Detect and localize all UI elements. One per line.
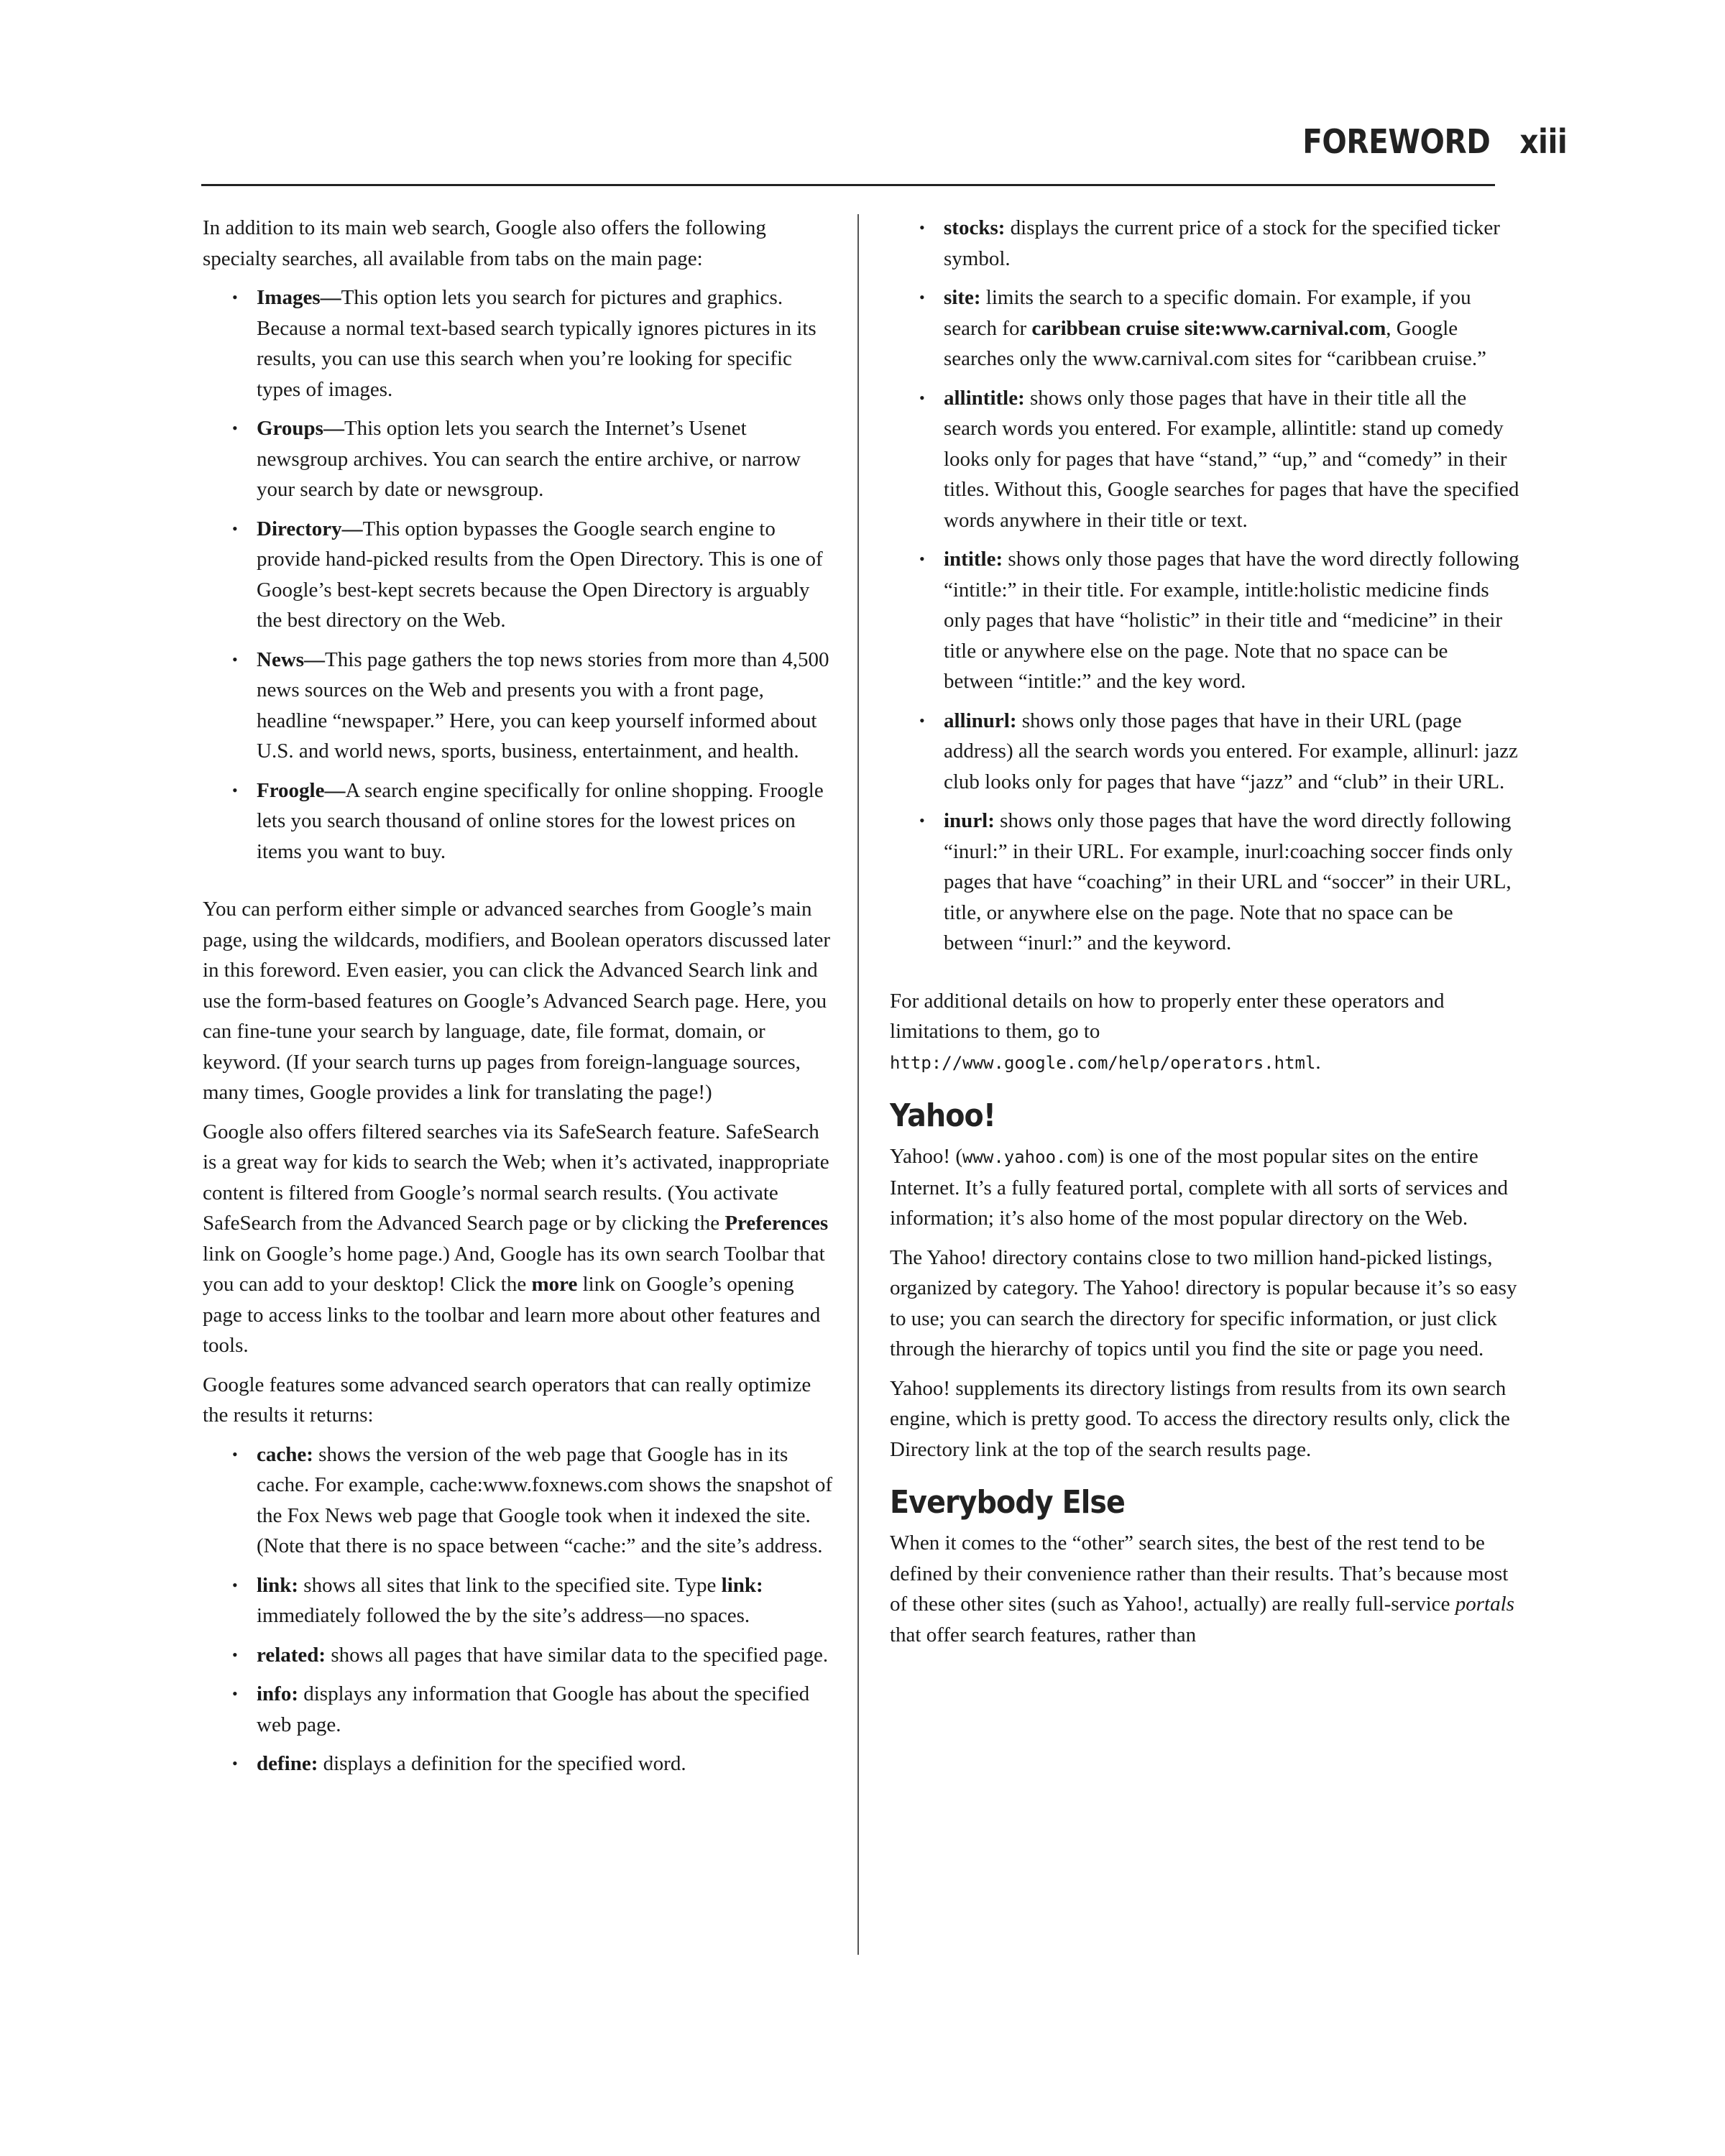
list-item-images: [257, 282, 835, 405]
list-item-froogle: [257, 775, 835, 867]
term-link: link:: [257, 1573, 299, 1597]
yahoo-heading: Yahoo!: [890, 1097, 996, 1134]
desc-related: shows all pages that have similar data to the specified page.: [326, 1643, 829, 1667]
desc-link-2: immediately followed the by the site’s address—no spaces.: [257, 1604, 750, 1627]
intro-paragraph: In addition to its main web search, Google also offers the following specialty searches, all available from tabs on the main page:: [203, 216, 766, 270]
safesearch-text-2: link on Google’s home page.) And, Google has its own search Toolbar that you can add to your desktop! Click the: [203, 1242, 825, 1296]
list-item-stocks: [944, 213, 1522, 274]
desc-groups: This option lets you search the Internet’s Usenet newsgroup archives. You can search the entire archive, or narrow your search by date or newsgroup.: [257, 417, 801, 501]
yahoo-p1-text-2: ) is one of the most popular sites on the entire Internet. It’s a fully featured portal, complete with all sorts of services and information; it’s also home of the most popular directory on the Web.: [890, 1145, 1509, 1230]
running-head: [201, 122, 1567, 188]
desc-define: displays a definition for the specified word.: [318, 1752, 686, 1775]
list-item-news: [257, 645, 835, 767]
portals-term: portals: [1455, 1593, 1514, 1616]
list-item-intitle: [944, 544, 1522, 697]
operators-url: http://www.google.com/help/operators.html: [890, 1052, 1316, 1073]
term-allintitle: allintitle:: [944, 386, 1025, 410]
list-item-allinurl: [944, 706, 1522, 798]
site-example: caribbean cruise site:www.carnival.com: [1031, 316, 1386, 340]
running-head-title: [1302, 122, 1567, 161]
term-stocks: stocks:: [944, 216, 1006, 239]
term-info: info:: [257, 1682, 298, 1705]
desc-images: This option lets you search for pictures and graphics. Because a normal text-based search typically ignores pictures in its results, you can use this search when you’re looking for specific types of images.: [257, 286, 816, 401]
specialty-search-list: [203, 282, 835, 867]
yahoo-url: www.yahoo.com: [962, 1147, 1098, 1167]
term-groups: Groups—: [257, 417, 344, 440]
desc-intitle: shows only those pages that have the word directly following “intitle:” in their title. For example, intitle:holistic medicine finds only pages that have “holistic” in their title and “medicine” in their title or anywhere else on the page. Note that no space can be between “intitle:” and the key word.: [944, 548, 1519, 693]
term-directory: Directory—: [257, 517, 363, 540]
right-column: [890, 213, 1522, 1659]
additional-end: .: [1315, 1050, 1321, 1074]
term-images: Images—: [257, 286, 341, 309]
else-text-1: When it comes to the “other” search sites, the best of the rest tend to be defined by their convenience rather than their results. That’s because most of these other sites (such as Yahoo!, actually) are really full-service: [890, 1531, 1509, 1616]
operators-intro-paragraph: Google features some advanced search operators that can really optimize the results it returns:: [203, 1373, 811, 1427]
desc-directory: This option bypasses the Google search engine to provide hand-picked results from the Open Directory. This is one of Google’s best-kept secrets because the Open Directory is arguably the best directory on the Web.: [257, 517, 823, 632]
yahoo-paragraph-1: [890, 1141, 1522, 1234]
page-number: xiii: [1519, 122, 1567, 161]
term-link-inline: link:: [721, 1573, 763, 1597]
desc-allintitle: shows only those pages that have in their title all the search words you entered. For example, allintitle: stand up comedy looks only for pages that have “stand,” “up,” and “comedy” in their titles. Without this, Google searches for pages that have the specified words anywhere in their title or text.: [944, 386, 1519, 532]
list-item-groups: [257, 413, 835, 505]
term-cache: cache:: [257, 1442, 313, 1466]
desc-site-2: , Google searches only the www.carnival.com sites for “caribbean cruise.”: [944, 316, 1487, 370]
desc-allinurl: shows only those pages that have in their URL (page address) all the search words you entered. For example, allinurl: jazz club looks only for pages that have “jazz” and “club” in their URL.: [944, 709, 1518, 793]
column-divider: [857, 214, 859, 1955]
list-item-cache: [257, 1439, 835, 1562]
term-froogle: Froogle—: [257, 778, 346, 802]
term-news: News—: [257, 648, 326, 671]
else-text-2: that offer search features, rather than: [890, 1623, 1197, 1646]
desc-news: This page gathers the top news stories from more than 4,500 news sources on the Web and presents you with a front page, headline “newspaper.” Here, you can keep yourself informed about U.S. and world news, sports, business, entertainment, and health.: [257, 648, 829, 763]
desc-info: displays any information that Google has about the specified web page.: [257, 1682, 810, 1736]
desc-froogle: A search engine specifically for online shopping. Froogle lets you search thousand of online stores for the lowest prices on items you want to buy.: [257, 778, 824, 863]
operator-list-left: [203, 1439, 835, 1779]
term-inurl: inurl:: [944, 809, 995, 832]
section-title: FOREWORD: [1302, 122, 1491, 161]
additional-text: For additional details on how to properly enter these operators and limitations to them, go to: [890, 989, 1445, 1043]
list-item-link: [257, 1570, 835, 1631]
list-item-related: [257, 1640, 835, 1671]
list-item-info: [257, 1679, 835, 1740]
left-column: [203, 213, 835, 1788]
preferences-term: Preferences: [724, 1212, 829, 1235]
term-allinurl: allinurl:: [944, 709, 1017, 732]
safesearch-paragraph: [203, 1117, 835, 1361]
list-item-allintitle: [944, 383, 1522, 536]
desc-link-1: shows all sites that link to the specified site. Type: [298, 1573, 722, 1597]
term-intitle: intitle:: [944, 548, 1003, 571]
list-item-define: [257, 1749, 835, 1779]
desc-stocks: displays the current price of a stock for the specified ticker symbol.: [944, 216, 1500, 270]
term-define: define:: [257, 1752, 318, 1775]
yahoo-paragraph-2: The Yahoo! directory contains close to two million hand-picked listings, organized by category. The Yahoo! directory is popular because it’s so easy to use; you can search the directory for specific information, or just click through the hierarchy of topics until you find the site or page you need.: [890, 1245, 1517, 1360]
more-term: more: [531, 1273, 578, 1296]
safesearch-text-1: Google also offers filtered searches via its SafeSearch feature. SafeSearch is a great way for kids to search the Web; when it’s activated, inappropriate content is filtered from Google’s normal search results. (You activate SafeSearch from the Advanced Search page or by clicking the: [203, 1120, 829, 1235]
header-rule: [201, 184, 1495, 186]
term-site: site:: [944, 286, 981, 309]
list-item-directory: [257, 514, 835, 636]
list-item-site: [944, 282, 1522, 374]
everybody-else-paragraph: [890, 1528, 1522, 1650]
yahoo-p1-text-1: Yahoo! (: [890, 1145, 962, 1168]
simple-advanced-paragraph: You can perform either simple or advanced searches from Google’s main page, using the wildcards, modifiers, and Boolean operators discussed later in this foreword. Even easier, you can click the Advanced Search link and use the form-based features on Google’s Advanced Search page. Here, you can fine-tune your search by language, date, file format, domain, or keyword. (If your search turns up pages from foreign-language sources, many times, Google provides a link for translating the page!): [203, 898, 830, 1104]
desc-cache: shows the version of the web page that Google has in its cache. For example, cache:www.foxnews.com shows the snapshot of the Fox News web page that Google took when it indexed the site. (Note that there is no space between “cache:” and the site’s address.: [257, 1442, 833, 1557]
desc-inurl: shows only those pages that have the word directly following “inurl:” in their URL. For example, inurl:coaching soccer finds only pages that have “coaching” in their URL and “soccer” in their URL, title, or anywhere else on the page. Note that no space can be between “inurl:” and the keyword.: [944, 809, 1513, 954]
safesearch-text-3: link on Google’s opening page to access links to the toolbar and learn more about other features and tools.: [203, 1273, 821, 1357]
term-related: related:: [257, 1643, 326, 1667]
operator-list-right: [890, 213, 1522, 959]
list-item-inurl: [944, 806, 1522, 959]
additional-details-paragraph: [890, 986, 1522, 1079]
everybody-else-heading: Everybody Else: [890, 1484, 1126, 1521]
yahoo-paragraph-3: Yahoo! supplements its directory listings from results from its own search engine, which is pretty good. To access the directory results only, click the Directory link at the top of the search results page.: [890, 1376, 1510, 1461]
desc-site-1: limits the search to a specific domain. For example, if you search for: [944, 286, 1471, 340]
